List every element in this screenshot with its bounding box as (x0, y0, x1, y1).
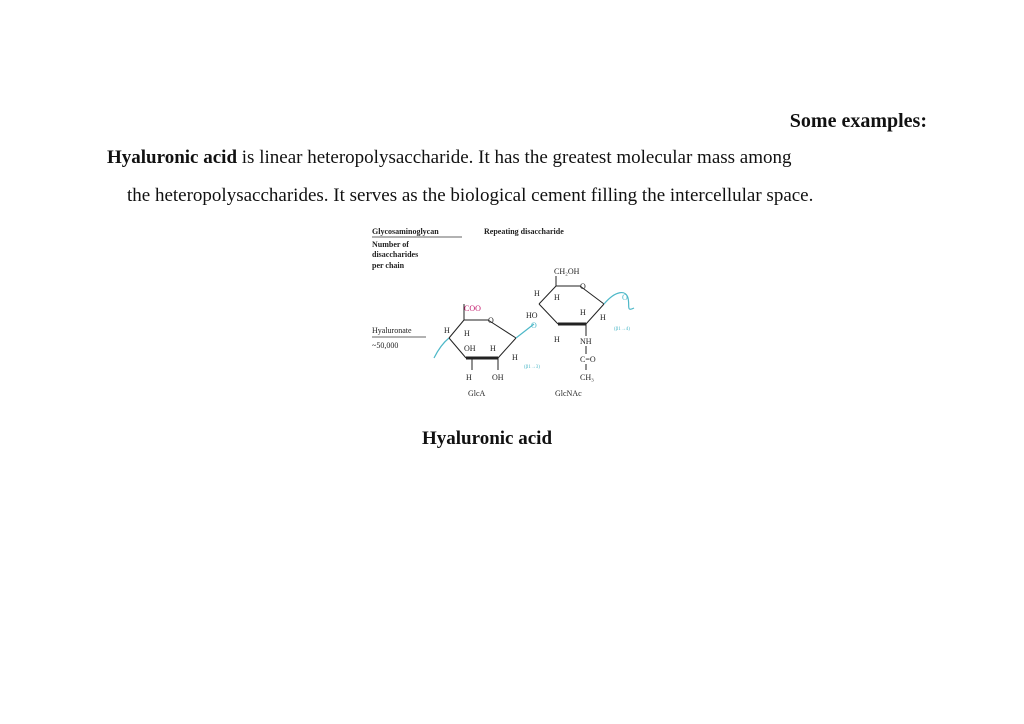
col-header-repeating-disaccharide: Repeating disaccharide (484, 227, 564, 236)
label-ring-o-1: O (488, 316, 494, 325)
label-right-o: O (622, 293, 628, 302)
section-heading: Some examples: (789, 110, 927, 132)
label-nh: NH (580, 337, 592, 346)
term-hyaluronic-acid: Hyaluronic acid (107, 147, 238, 168)
label-h-10: H (554, 335, 560, 344)
hyaluronate-structure-figure (364, 220, 654, 410)
label-h-4: H (512, 353, 518, 362)
label-ring-o-2: O (580, 282, 586, 291)
label-coo: COO (464, 304, 481, 313)
label-oh-1: OH (464, 344, 476, 353)
label-bridge-o: O (531, 321, 537, 330)
gag-name: Hyaluronate (372, 326, 412, 335)
disaccharide-count: ~50,000 (372, 341, 399, 350)
col-header-glycosaminoglycan: Glycosaminoglycan (372, 227, 439, 236)
label-link-beta14: (β1→4) (614, 327, 630, 332)
label-h-1: H (444, 326, 450, 335)
glca-ring (449, 304, 516, 358)
label-ho: HO (526, 311, 538, 320)
hyaluronate-structure-diagram (364, 220, 654, 410)
subheader-line-2: disaccharides (372, 250, 419, 259)
paragraph-line-1 (107, 147, 792, 169)
label-glcnac: GlcNAc (555, 389, 582, 398)
label-h-5: H (466, 373, 472, 382)
label-h-6: H (534, 289, 540, 298)
label-oh-2: OH (492, 373, 504, 382)
label-h-9: H (600, 313, 606, 322)
label-h-2: H (464, 329, 470, 338)
label-h-7: H (554, 293, 560, 302)
label-h-8: H (580, 308, 586, 317)
subheader-line-3: per chain (372, 261, 405, 270)
paragraph-line-1-text: is linear heteropolysaccharide. It has the greatest molecular mass among (237, 147, 792, 168)
label-h-3: H (490, 344, 496, 353)
figure-caption: Hyaluronic acid (422, 428, 553, 449)
label-ch3: CH₃ (580, 373, 594, 382)
paragraph-line-2: the heteropolysaccharides. It serves as the biological cement filling the intercellular space. (127, 185, 814, 206)
label-ch2oh: CH₂OH (554, 267, 580, 276)
subheader-line-1: Number of (372, 240, 409, 249)
label-glca: GlcA (468, 389, 486, 398)
label-link-beta13: (β1→3) (524, 365, 540, 370)
label-c-o: C=O (580, 355, 596, 364)
